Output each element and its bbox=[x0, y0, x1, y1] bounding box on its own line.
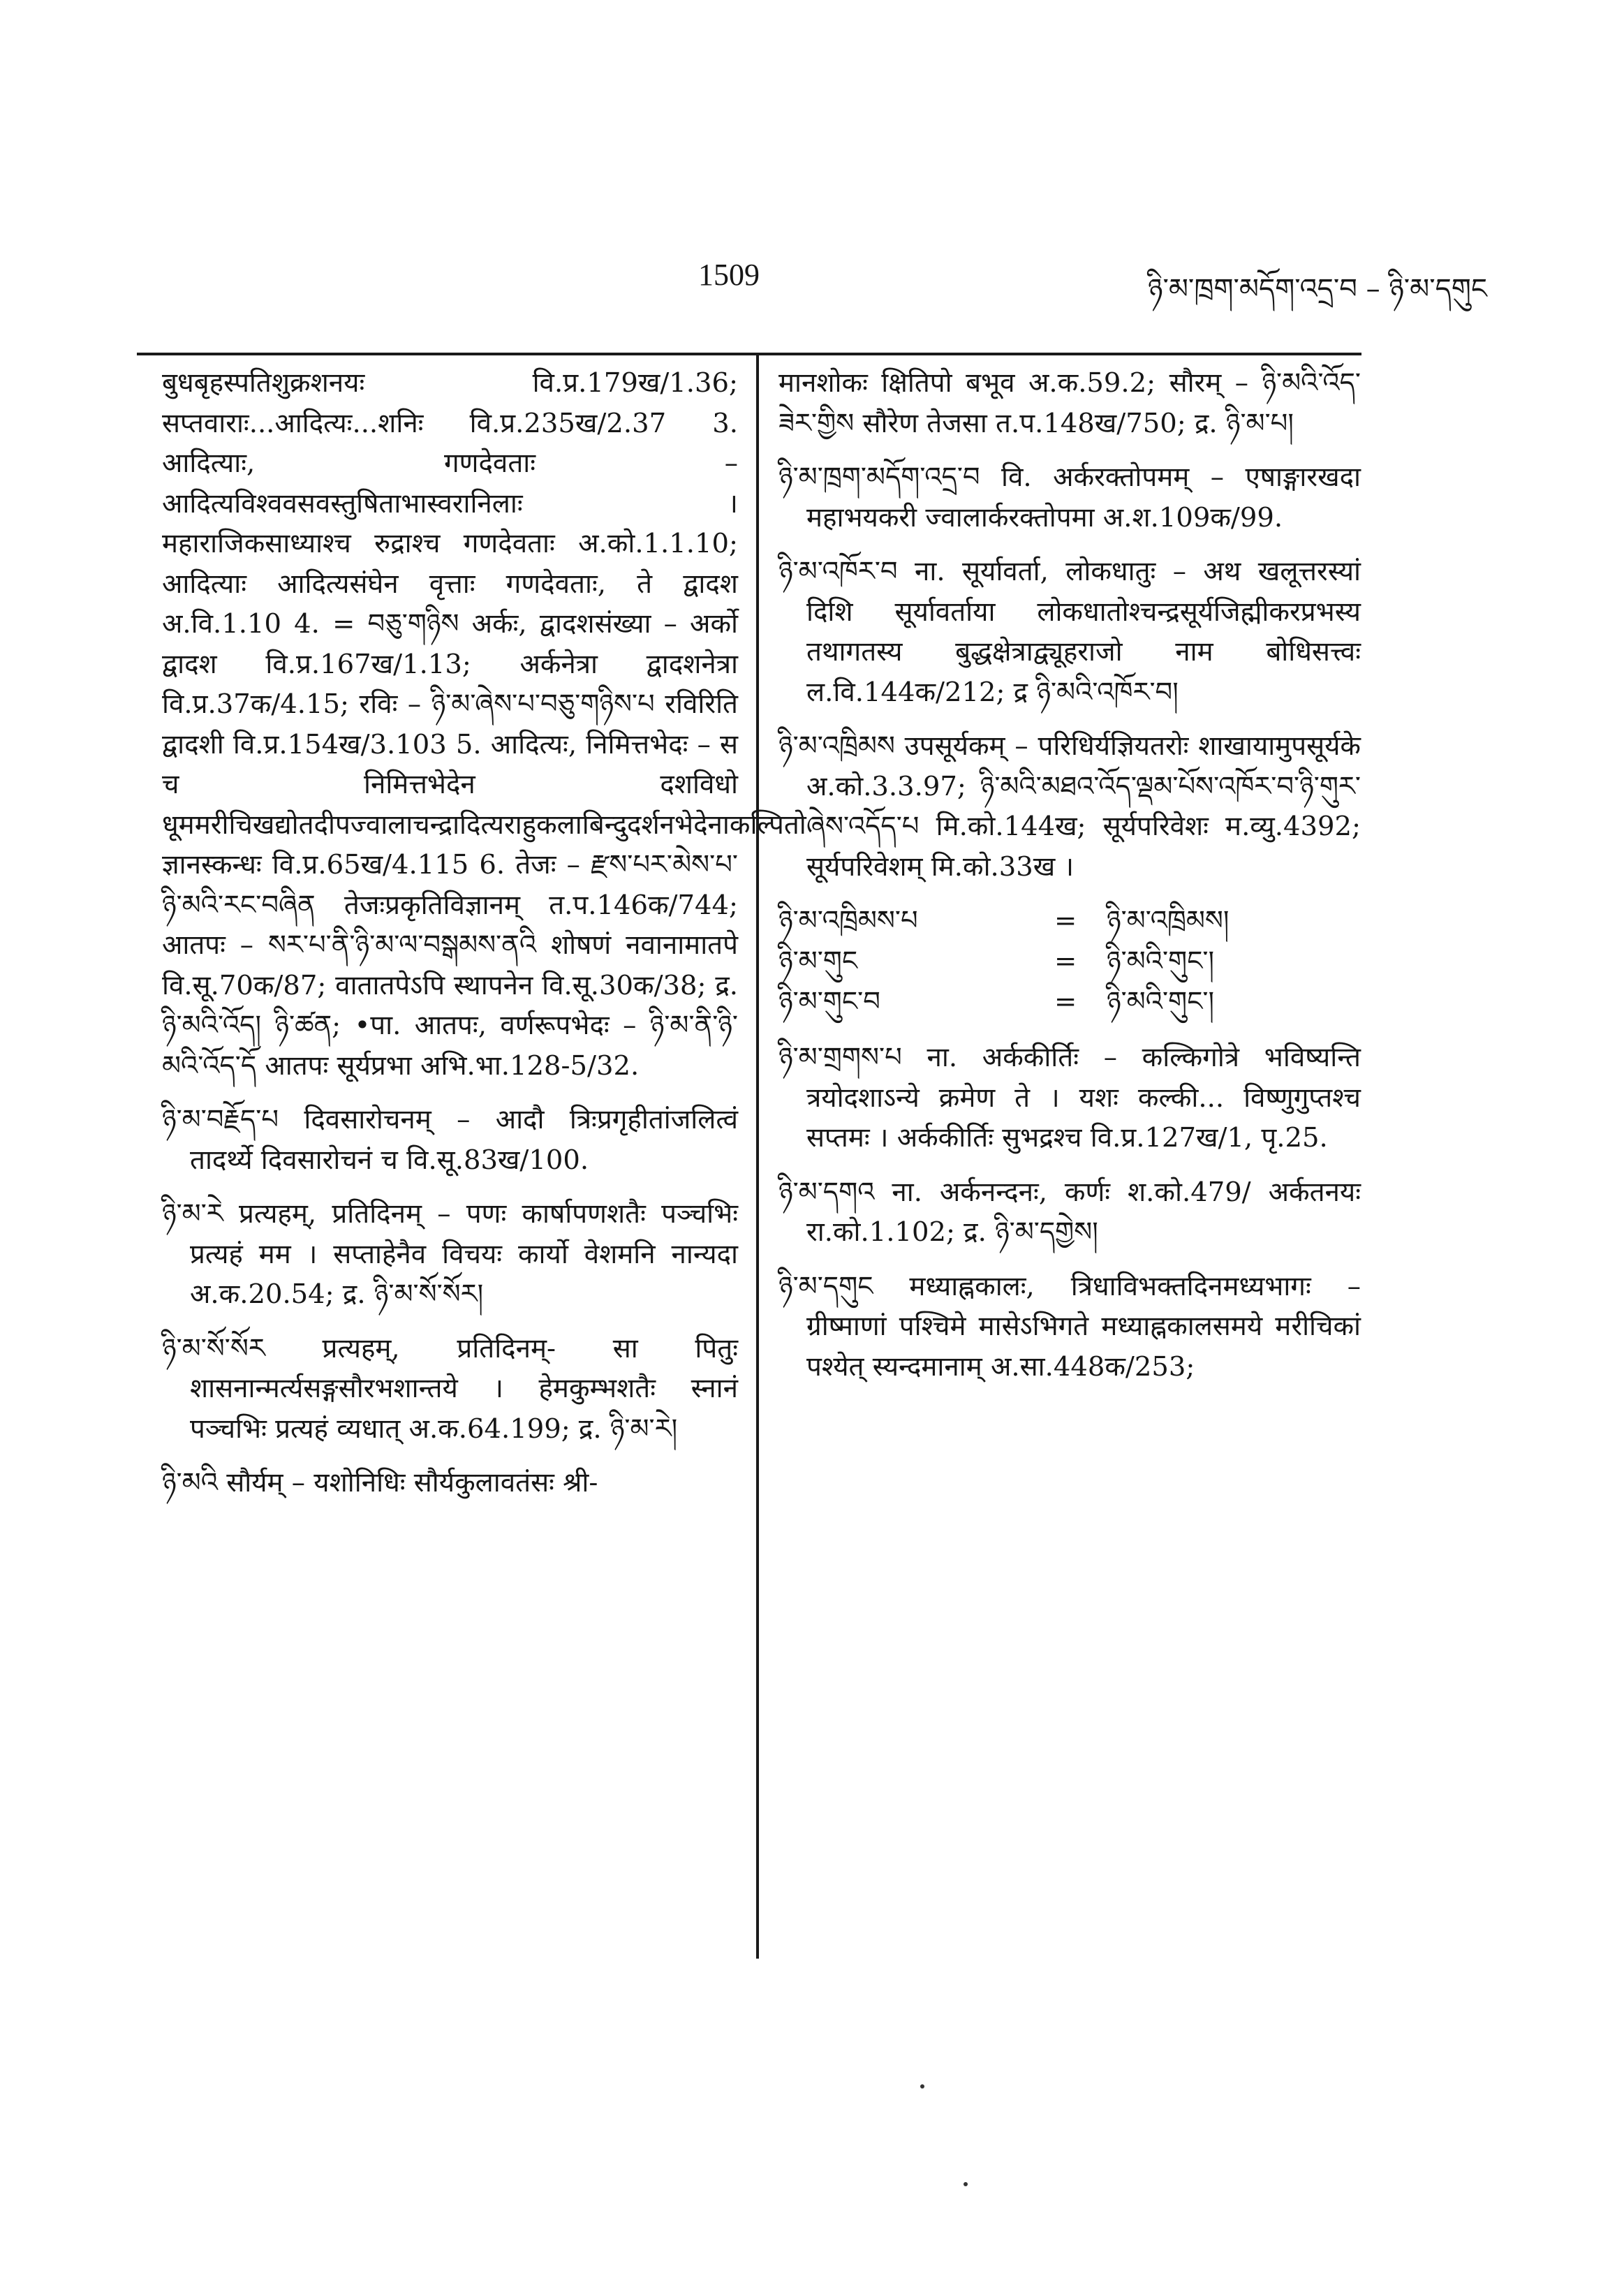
dictionary-entry: ཉི་མ་ཁྲག་མདོག་འདྲ་བ वि. अर्करक्तोपमम् – एषाङ्गारखदा महाभयकरी ज्वालार्करक्तोपमा अ.श.109क/99. bbox=[778, 462, 1361, 533]
dictionary-entry: ཉི་མ་རེ प्रत्यहम्, प्रतिदिनम् – पणः कार्षापणशतैः पञ्चभिः प्रत्यहं मम । सप्ताहेनैव विचयः कार्यो वेशमनि नान्यदा अ.क.20.54; द्र. ཉི་མ་སོ་སོར། bbox=[162, 1198, 738, 1310]
entry-continuation: बुधबृहस्पतिशुक्रशनयः वि.प्र.179ख/1.36; सप्तवाराः...आदित्यः...शनिः वि.प्र.235ख/2.37 3. आदित्याः, गणदेवताः – आदित्यविश्ववसवस्तुषिताभास्वरानिलाः । महाराजिकसाध्याश्च रुद्राश्च गणदेवताः अ.को.1.1.10; आदित्याः आदित्यसंघेन वृत्ताः गणदेवताः, ते द्वादश अ.वि.1.10 4. = བཅུ་གཉིས अर्कः, द्वादशसंख्या – अर्को द्वादश वि.प्र.167ख/1.13; अर्कनेत्रा द्वादशनेत्रा वि.प्र.37क/4.15; रविः – ཉི་མ་ཞེས་པ་བཅུ་གཉིས་པ रविरिति द्वादशी वि.प्र.154ख/3.103 5. आदित्यः, निमित्तभेदः – स च निमित्तभेदेन दशविधो धूममरीचिखद्योतदीपज्वालाचन्द्रादित्यराहुकलाबिन्दुदर्शनभेदेनाकल्पितो ज्ञानस्कन्धः वि.प्र.65ख/4.115 6. तेजः – རྫས་པར་མེས་པ་ཉི་མའི་རང་བཞིན तेजःप्रकृतिविज्ञानम् त.प.146क/744; आतपः – སར་པ་ནི་ཉི་མ་ལ་བསྒམས་ནའི शोषणं नवानामातपे वि.सू.70क/87; वातातपेऽपि स्थापनेन वि.सू.30क/38; द्र. ཉི་མའི་འོད། ཉི་ཚན; •पा. आतपः, वर्णरूपभेदः – ཉི་མ་ནི་ཉི་མའི་འོད་དོ आतपः सूर्यप्रभा अभि.भा.128-5/32. bbox=[162, 367, 806, 1082]
left-column bbox=[162, 363, 806, 1517]
scan-speck bbox=[964, 2182, 968, 2186]
equals-sign: = bbox=[1054, 986, 1077, 1017]
cross-reference-target: ཉི་མ་འཁྲིམས། bbox=[1107, 905, 1230, 936]
dictionary-entry: ཉི་མ་གྲགས་པ ना. अर्ककीर्तिः – कल्किगोत्रे भविष्यन्ति त्रयोदशाऽन्ये क्रमेण ते । यशः कल्की... विष्णुगुप्तश्च सप्तमः । अर्ककीर्तिः सुभद्रश्च वि.प्र.127ख/1, पृ.25. bbox=[778, 1042, 1361, 1154]
equals-sign: = bbox=[1054, 945, 1077, 977]
dictionary-entry: ཉི་མའི सौर्यम् – यशोनिधिः सौर्यकुलावतंसः श्री- bbox=[162, 1467, 598, 1498]
dictionary-entry: ཉི་མ་སོ་སོར प्रत्यहम्, प्रतिदिनम्- सा पितुः शासनान्मर्त्यसङ्गसौरभशान्तये । हेमकुम्भशतैः स्नानं पञ्चभिः प्रत्यहं व्यधात् अ.क.64.199; द्र. ཉི་མ་རེ། bbox=[162, 1332, 738, 1445]
running-head: ཉི་མ་ཁྲག་མདོག་འདྲ་བ – ཉི་མ་དགུང bbox=[1148, 273, 1487, 305]
right-column bbox=[778, 363, 1361, 1401]
cross-reference-row bbox=[778, 941, 1229, 982]
dictionary-entry: ཉི་མ་དགའ ना. अर्कनन्दनः, कर्णः श.को.479/ अर्कतनयः रा.को.1.102; द्र. ཉི་མ་དགྱེས། bbox=[778, 1176, 1361, 1248]
entry-continuation: मानशोकः क्षितिपो बभूव अ.क.59.2; सौरम् – ཉི་མའི་འོད་ཟེར་གྱིས सौरेण तेजसा त.प.148ख/750; द्र. ཉི་མ་པ། bbox=[778, 367, 1361, 439]
column-divider bbox=[756, 353, 759, 1959]
header-rule bbox=[137, 353, 1361, 355]
equals-sign: = bbox=[1054, 905, 1077, 936]
dictionary-entry: ཉི་མ་འཁྲིམས उपसूर्यकम् – परिधिर्यज्ञियतरोः शाखायामुपसूर्यके अ.को.3.3.97; ཉི་མའི་མཐའ་འོད་ལྡམ་པོས་འཁོར་བ་ཉི་གུར་ཞེས་འདོད་པ मि.को.144ख; सूर्यपरिवेशः म.व्यु.4392; सूर्यपरिवेशम् मि.को.33ख । bbox=[778, 730, 1361, 883]
scan-speck bbox=[920, 2084, 924, 2089]
cross-reference-target: ཉི་མའི་གུང་། bbox=[1107, 945, 1215, 977]
page-number: 1509 bbox=[698, 258, 760, 292]
cross-reference-table bbox=[778, 901, 1229, 1022]
dictionary-entry: ཉི་མ་འཁོར་བ ना. सूर्यावर्ता, लोकधातुः – अथ खलूत्तरस्यां दिशि सूर्यावर्ताया लोकधातोश्चन्द्रसूर्यजिह्मीकरप्रभस्य तथागतस्य बुद्धक्षेत्राद्व्यूहराजो नाम बोधिसत्त्वः ल.वि.144क/212; द्र ཉི་མའི་འཁོར་བ། bbox=[778, 556, 1361, 708]
cross-reference-target: ཉི་མའི་གུང་། bbox=[1107, 986, 1215, 1017]
cross-reference-term: ཉི་མ་འཁྲིམས་པ bbox=[778, 905, 918, 936]
cross-reference-term: ཉི་མ་གུང bbox=[778, 945, 858, 977]
dictionary-entry: ཉི་མ་དགུང मध्याह्नकालः, त्रिधाविभक्तदिनमध्यभागः – ग्रीष्माणां पश्चिमे मासेऽभिगते मध्याह्नकालसमये मरीचिकां पश्येत् स्यन्दमानाम् अ.सा.448क/253; bbox=[778, 1270, 1361, 1383]
dictionary-entry: ཉི་མ་བརྗོད་པ दिवसारोचनम् – आदौ त्रिःप्रगृहीतांजलित्वं तादर्थ्ये दिवसारोचनं च वि.सू.83ख/100. bbox=[162, 1104, 738, 1176]
cross-reference-term: ཉི་མ་གུང་བ bbox=[778, 986, 880, 1017]
cross-reference-row bbox=[778, 982, 1229, 1022]
cross-reference-row bbox=[778, 901, 1229, 941]
